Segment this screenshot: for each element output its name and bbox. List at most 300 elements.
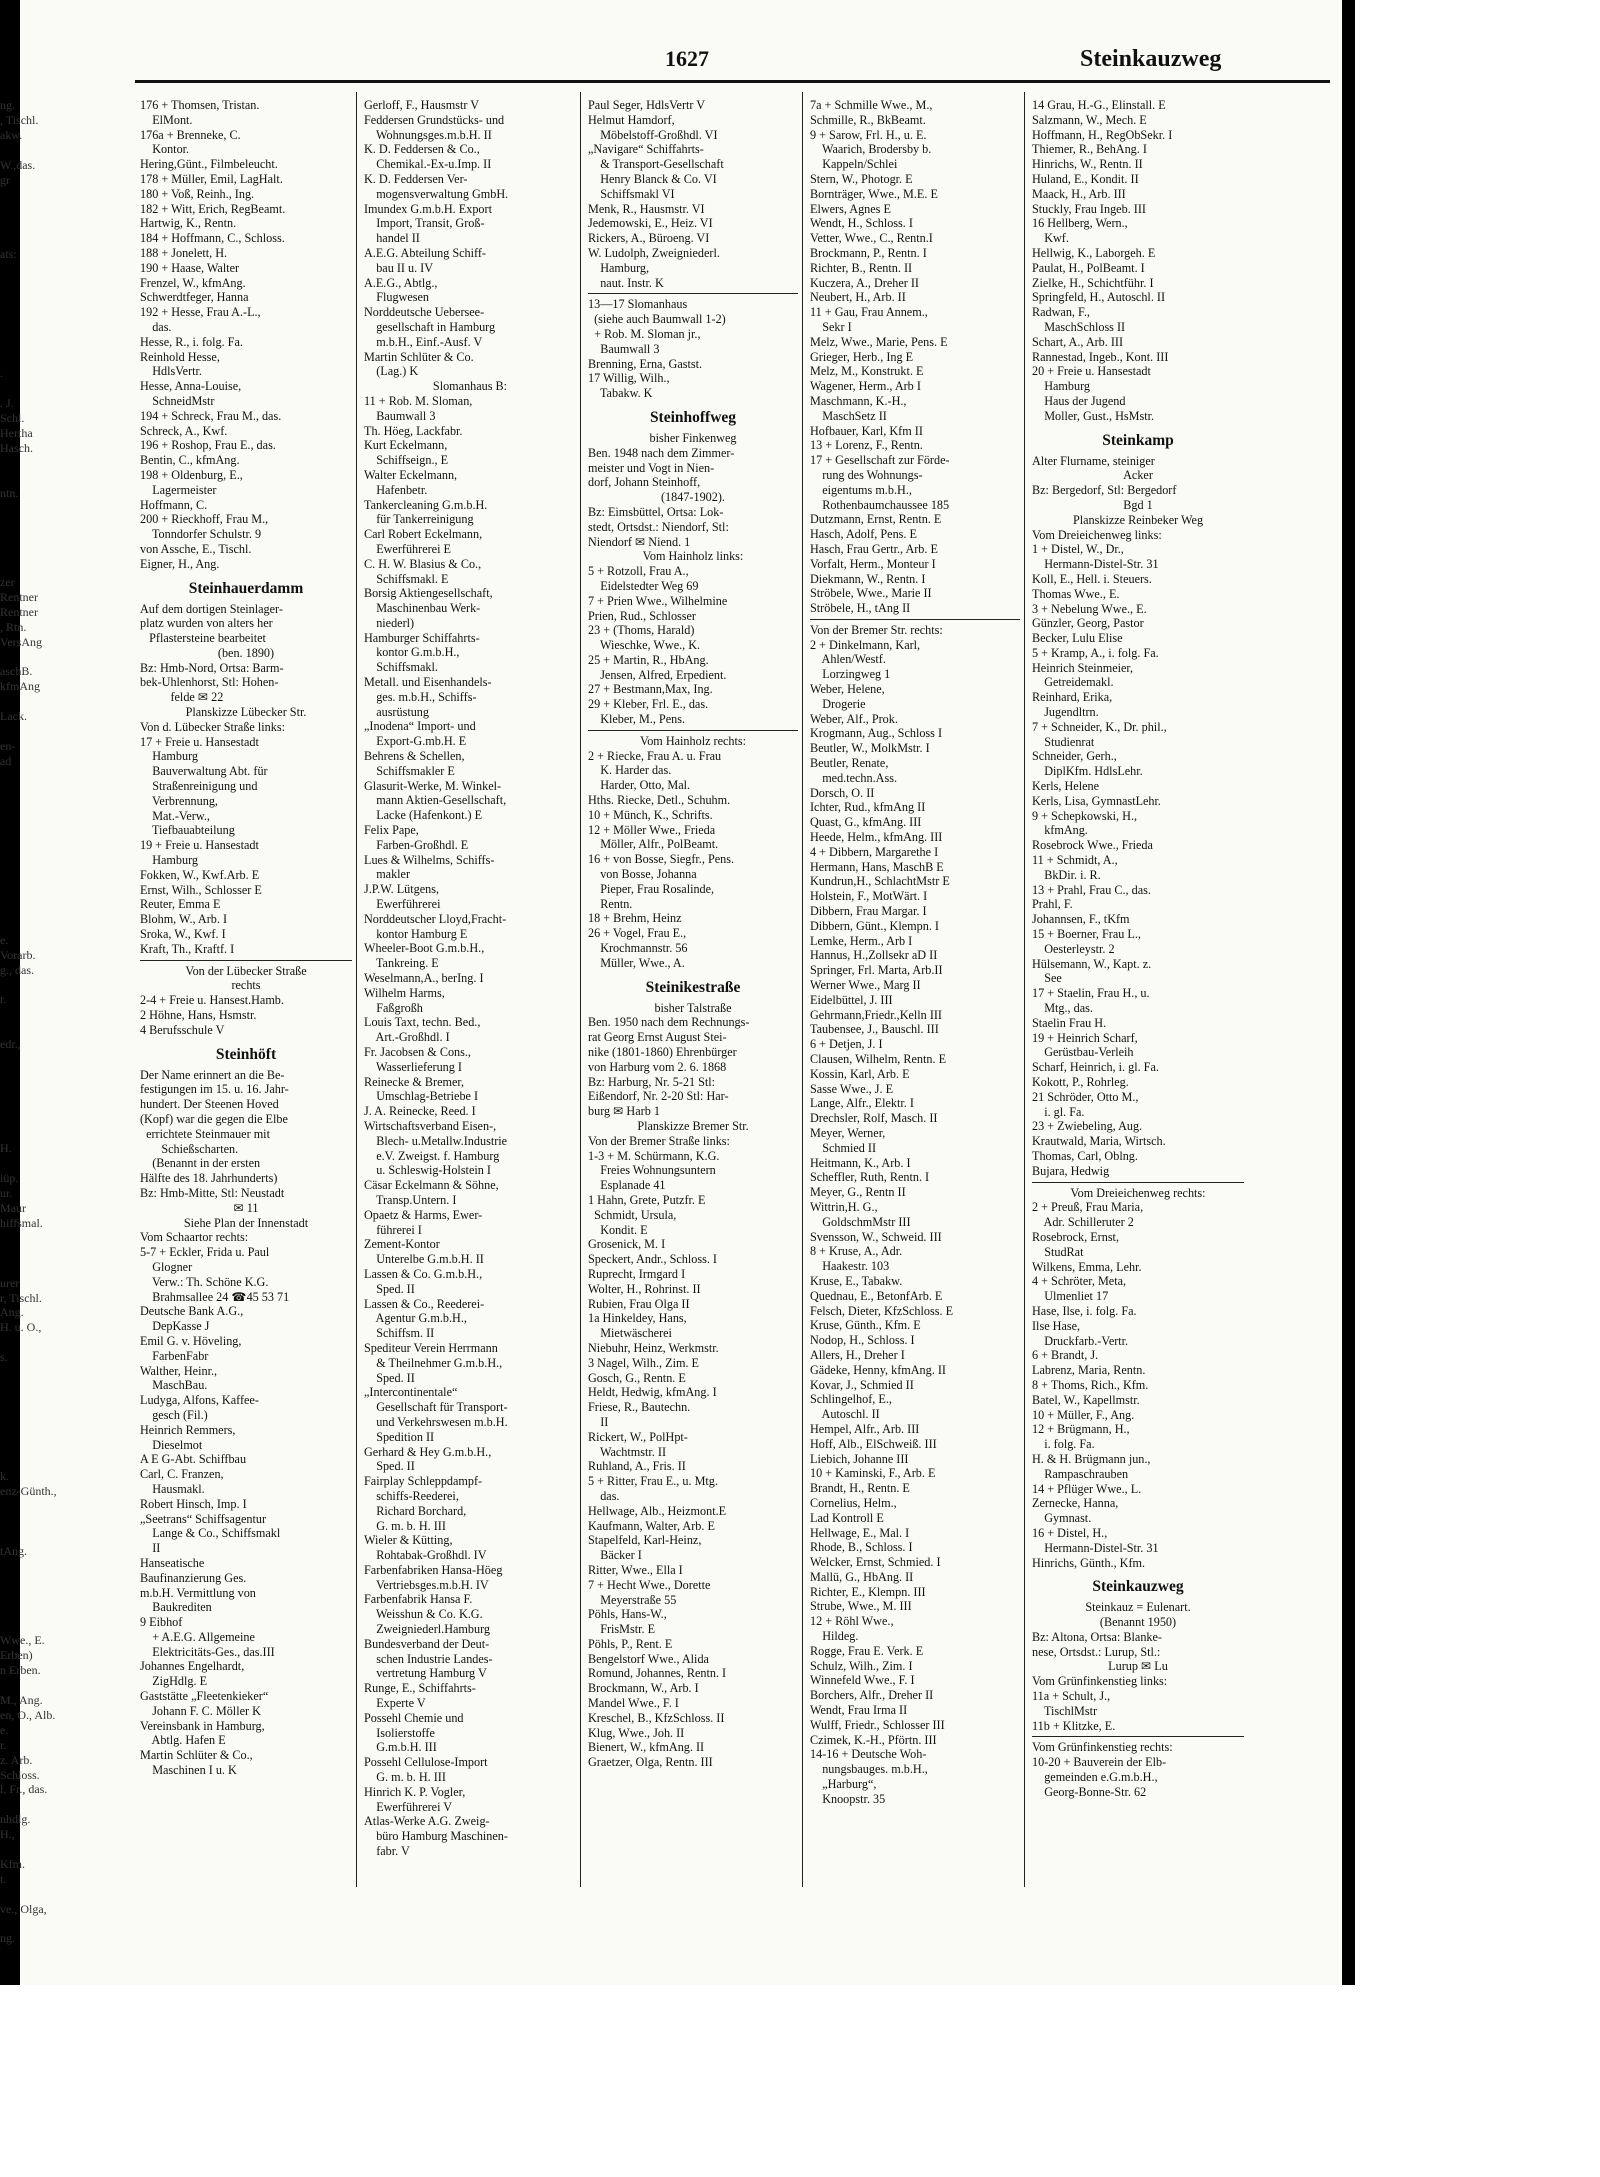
gutter-fragment: r. bbox=[0, 992, 7, 1007]
entry-line: Felsch, Dieter, KfzSchloss. E bbox=[810, 1303, 954, 1318]
entry-line: BkDir. i. R. bbox=[1032, 867, 1101, 882]
gutter-fragment: z. Arb. bbox=[0, 1752, 33, 1767]
column-5 bbox=[1032, 98, 1244, 1893]
entry-line: Hülsemann, W., Kapt. z. bbox=[1032, 956, 1152, 971]
entry-line: Vertriebsges.m.b.H. IV bbox=[364, 1577, 489, 1592]
page-edge-right bbox=[1342, 0, 1355, 1985]
entry-line: TischlMstr bbox=[1032, 1703, 1098, 1718]
entry-line: Schmille, R., BkBeamt. bbox=[810, 112, 926, 127]
entry-line: Hannus, H.,Zollsekr aD II bbox=[810, 948, 938, 963]
gutter-fragment: H., bbox=[0, 1827, 15, 1842]
entry-line: Ulmenliet 17 bbox=[1032, 1289, 1109, 1304]
gutter-fragment: Erben) bbox=[0, 1648, 33, 1663]
street-heading: Steinkauzweg bbox=[1092, 1578, 1184, 1596]
gutter-fragment bbox=[0, 1454, 128, 1469]
gutter-fragment: r. bbox=[0, 1737, 7, 1752]
entry-line: Beutler, Renate, bbox=[810, 756, 889, 771]
gutter-fragment: hiffsmal. bbox=[0, 1215, 43, 1230]
gutter-fragment: s. bbox=[0, 1350, 8, 1365]
entry-line: Lemke, Herm., Arb I bbox=[810, 933, 913, 948]
gutter-fragment bbox=[0, 515, 128, 530]
gutter-fragment bbox=[0, 1618, 128, 1633]
entry-line: Stuckly, Frau Ingeb. III bbox=[1032, 201, 1146, 216]
gutter-fragment: aschB. bbox=[0, 664, 33, 679]
entry-line: G. m. b. H. III bbox=[364, 1518, 446, 1533]
entry-line: Drechsler, Rolf, Masch. II bbox=[810, 1111, 938, 1126]
entry-line: Welcker, Ernst, Schmied. I bbox=[810, 1555, 941, 1570]
entry-line: Vorfalt, Herm., Monteur I bbox=[810, 556, 936, 571]
entry-line: i. gl. Fa. bbox=[1032, 1104, 1085, 1119]
centered-note: Planskizze Bremer Str. bbox=[637, 1119, 749, 1133]
gutter-fragment bbox=[0, 1156, 128, 1171]
entry-line: Hoff, Alb., ElSchweiß. III bbox=[810, 1436, 937, 1451]
entry-line: 11 + Rob. M. Sloman, bbox=[364, 393, 473, 408]
entry-line: Krochmannstr. 56 bbox=[588, 941, 688, 956]
entry-line: Sped. II bbox=[364, 1281, 415, 1296]
entry-line: Hinrichs, Günth., Kfm. bbox=[1032, 1555, 1146, 1570]
column-1 bbox=[140, 98, 352, 1893]
entry-line: m.b.H. Vermittlung von bbox=[140, 1585, 256, 1600]
entry-line: Dibbern, Frau Margar. I bbox=[810, 904, 927, 919]
entry-line: 4 + Schröter, Meta, bbox=[1032, 1274, 1127, 1289]
entry-line: Harder, Otto, Mal. bbox=[588, 778, 691, 793]
entry-line: Scharf, Heinrich, i. gl. Fa. bbox=[1032, 1060, 1159, 1075]
gutter-fragment: Rentner bbox=[0, 589, 38, 604]
gutter-fragment bbox=[0, 1022, 128, 1037]
entry-line: Beutler, W., MolkMstr. I bbox=[810, 741, 930, 756]
entry-line: 14 + Pflüger Wwe., L. bbox=[1032, 1481, 1142, 1496]
gutter-fragment bbox=[0, 262, 128, 277]
gutter-fragment bbox=[0, 202, 128, 217]
entry-line: Imundex G.m.b.H. Export bbox=[364, 201, 492, 216]
centered-note: (ben. 1890) bbox=[217, 645, 275, 660]
entry-line: Walter Eckelmann, bbox=[364, 467, 458, 482]
entry-line: Schart, A., Arb. III bbox=[1032, 334, 1124, 349]
gutter-fragment bbox=[0, 1052, 128, 1067]
entry-line: Kappeln/Schlei bbox=[810, 157, 898, 172]
entry-line: Grieger, Herb., Ing E bbox=[810, 349, 914, 364]
entry-line: Ritter, Wwe., Ella I bbox=[588, 1562, 683, 1577]
entry-line: Kerls, Helene bbox=[1032, 779, 1100, 794]
gutter-fragment bbox=[0, 1395, 128, 1410]
entry-line: Rampaschrauben bbox=[1032, 1466, 1129, 1481]
entry-line: Brockmann, P., Rentn. I bbox=[810, 245, 927, 260]
entry-line: nese, Ortsdst.: Lurup, Stl.: bbox=[1032, 1644, 1161, 1659]
entry-line: 10 + Kaminski, F., Arb. E bbox=[810, 1466, 936, 1481]
entry-line: Paul Seger, HdlsVertr V bbox=[588, 98, 706, 112]
entry-line: Metall. und Eisenhandels- bbox=[364, 675, 492, 690]
entry-line: Stapelfeld, Karl-Heinz, bbox=[588, 1533, 702, 1548]
entry-line: ElMont. bbox=[140, 112, 193, 127]
entry-line: 14-16 + Deutsche Woh- bbox=[810, 1747, 927, 1762]
gutter-fragment bbox=[0, 843, 128, 858]
entry-line: Rothenbaumchaussee 185 bbox=[810, 497, 950, 512]
gutter-fragment: W.,das. bbox=[0, 157, 36, 172]
entry-line: Ichter, Rud., kfmAng II bbox=[810, 800, 926, 815]
entry-line: Esplanade 41 bbox=[588, 1178, 666, 1193]
gutter-fragment bbox=[0, 1499, 128, 1514]
section-separator bbox=[140, 960, 352, 961]
entry-line: das. bbox=[588, 1488, 620, 1503]
gutter-fragment bbox=[0, 858, 128, 873]
entry-line: Dibbern, Günt., Klempn. I bbox=[810, 918, 939, 933]
entry-line: Lorzingweg 1 bbox=[810, 667, 891, 682]
entry-line: Mallü, G., HbAng. II bbox=[810, 1569, 914, 1584]
centered-note: rechts bbox=[231, 978, 261, 993]
entry-line: 196 + Roshop, Frau E., das. bbox=[140, 438, 276, 453]
gutter-fragment bbox=[0, 1246, 128, 1261]
entry-line: Jedemowski, E., Heiz. VI bbox=[588, 216, 713, 231]
entry-line: 20 + Freie u. Hansestadt bbox=[1032, 364, 1151, 379]
entry-line: Verbrennung, bbox=[140, 793, 218, 808]
entry-line: mann Aktien-Gesellschaft, bbox=[364, 793, 507, 808]
entry-line: Bengelstorf Wwe., Alida bbox=[588, 1651, 709, 1666]
entry-line: vertretung Hamburg V bbox=[364, 1666, 487, 1681]
entry-line: Quast, G., kfmAng. III bbox=[810, 815, 922, 830]
entry-line: Farbenfabriken Hansa-Höeg bbox=[364, 1562, 503, 1577]
entry-line: Gosch, G., Rentn. E bbox=[588, 1370, 686, 1385]
entry-line: 1-3 + M. Schürmann, K.G. bbox=[588, 1148, 720, 1163]
entry-line: Kwf. bbox=[1032, 231, 1069, 246]
gutter-fragment bbox=[0, 1365, 128, 1380]
gutter-fragment: Kfm. bbox=[0, 1856, 25, 1871]
entry-line: Gerhard & Hey G.m.b.H., bbox=[364, 1444, 492, 1459]
entry-line: Labrenz, Maria, Rentn. bbox=[1032, 1363, 1146, 1378]
entry-line: Eigner, H., Ang. bbox=[140, 556, 220, 571]
entry-line: Friese, R., Bautechn. bbox=[588, 1400, 691, 1415]
entry-line: 12 + Röhl Wwe., bbox=[810, 1614, 894, 1629]
entry-line: Weselmann,A., berIng. I bbox=[364, 971, 484, 986]
entry-line: Huland, E., Kondit. II bbox=[1032, 171, 1139, 186]
entry-line: Zernecke, Hanna, bbox=[1032, 1496, 1119, 1511]
entry-line: Farben-Großhdl. E bbox=[364, 837, 469, 852]
entry-line: 14 Grau, H.-G., Elinstall. E bbox=[1032, 98, 1166, 112]
entry-line: Krautwald, Maria, Wirtsch. bbox=[1032, 1134, 1166, 1149]
entry-line: (siehe auch Baumwall 1-2) bbox=[588, 312, 726, 327]
entry-line: 16 + Distel, H., bbox=[1032, 1525, 1108, 1540]
entry-line: Atlas-Werke A.G. Zweig- bbox=[364, 1814, 490, 1829]
entry-line: makler bbox=[364, 867, 411, 882]
entry-line: Lassen & Co. G.m.b.H., bbox=[364, 1266, 483, 1281]
entry-line: Wolter, H., Rohrinst. II bbox=[588, 1281, 701, 1296]
entry-line: Blohm, W., Arb. I bbox=[140, 912, 228, 927]
gutter-fragment: Hertha bbox=[0, 425, 33, 440]
entry-line: Walther, Heinr., bbox=[140, 1363, 218, 1378]
entry-line: Glogner bbox=[140, 1259, 193, 1274]
entry-line: Vom Dreieichenweg links: bbox=[1032, 527, 1162, 542]
entry-line: Dieselmot bbox=[140, 1437, 203, 1452]
entry-line: Schmied II bbox=[810, 1140, 877, 1155]
entry-line: Tankercleaning G.m.b.H. bbox=[364, 497, 488, 512]
entry-line: Schießscharten. bbox=[140, 1141, 239, 1156]
gutter-fragment: ad bbox=[0, 753, 12, 768]
entry-line: Ewerführerei V bbox=[364, 1799, 453, 1814]
entry-line: Wasserlieferung I bbox=[364, 1059, 462, 1074]
entry-line: Weber, Helene, bbox=[810, 682, 885, 697]
entry-line: niederl) bbox=[364, 615, 415, 630]
entry-line: von Harburg vom 2. 6. 1868 bbox=[588, 1059, 727, 1074]
gutter-fragment bbox=[0, 471, 128, 486]
gutter-fragment bbox=[0, 560, 128, 575]
entry-line: Jensen, Alfred, Erpedient. bbox=[588, 667, 727, 682]
entry-line: Winnefeld Wwe., F. I bbox=[810, 1673, 915, 1688]
gutter-fragment: . J. bbox=[0, 396, 14, 411]
entry-line: 19 + Heinrich Scharf, bbox=[1032, 1030, 1138, 1045]
entry-line: Von der Bremer Str. rechts: bbox=[810, 622, 943, 637]
entry-line: Possehl Cellulose-Import bbox=[364, 1755, 488, 1770]
entry-line: J.P.W. Lütgens, bbox=[364, 882, 440, 897]
entry-line: Lange & Co., Schiffsmakl bbox=[140, 1526, 281, 1541]
entry-line: A.E.G. Abteilung Schiff- bbox=[364, 245, 486, 260]
gutter-fragment bbox=[0, 1112, 128, 1127]
entry-line: Neubert, H., Arb. II bbox=[810, 290, 906, 305]
gutter-fragment: r, Tischl. bbox=[0, 1290, 42, 1305]
entry-line: Lad Kontroll E bbox=[810, 1510, 884, 1525]
entry-line: 10-20 + Bauverein der Elb- bbox=[1032, 1755, 1167, 1770]
centered-note: Bgd 1 bbox=[1123, 497, 1153, 512]
entry-line: Sasse Wwe., J. E bbox=[810, 1081, 894, 1096]
header-rule bbox=[135, 80, 1330, 83]
entry-line: Kundrun,H., SchlachtMstr E bbox=[810, 874, 950, 889]
entry-line: Hering,Günt., Filmbeleucht. bbox=[140, 157, 278, 172]
column-3 bbox=[588, 98, 798, 1893]
entry-line: Johannes Engelhardt, bbox=[140, 1659, 245, 1674]
entry-line: Hildeg. bbox=[810, 1629, 859, 1644]
entry-line: Hasch, Frau Gertr., Arb. E bbox=[810, 541, 938, 556]
entry-line: ausrüstung bbox=[364, 704, 429, 719]
entry-line: Möller, Alfr., PolBeamt. bbox=[588, 837, 719, 852]
entry-line: Allers, H., Dreher I bbox=[810, 1347, 905, 1362]
entry-line: See bbox=[1032, 971, 1062, 986]
gutter-fragment bbox=[0, 530, 128, 545]
entry-line: 17 + Freie u. Hansestadt bbox=[140, 734, 259, 749]
entry-line: Hesse, R., i. folg. Fa. bbox=[140, 334, 243, 349]
entry-line: „Harburg“, bbox=[810, 1777, 877, 1792]
entry-line: 6 + Brandt, J. bbox=[1032, 1348, 1099, 1363]
gutter-fragment: n Erben. bbox=[0, 1663, 41, 1678]
entry-line: 8 + Thoms, Rich., Kfm. bbox=[1032, 1377, 1149, 1392]
entry-line: Brenning, Erna, Gastst. bbox=[588, 356, 703, 371]
entry-line: 26 + Vogel, Frau E., bbox=[588, 926, 687, 941]
entry-line: Paulat, H., PolBeamt. I bbox=[1032, 260, 1145, 275]
entry-line: Kreschel, B., KfzSchloss. II bbox=[588, 1710, 725, 1725]
entry-line: Gesellschaft für Transport- bbox=[364, 1400, 508, 1415]
entry-line: Liebich, Johanne III bbox=[810, 1451, 909, 1466]
entry-line: Bz: Hmb-Mitte, Stl: Neustadt bbox=[140, 1185, 285, 1200]
gutter-fragment bbox=[0, 545, 128, 560]
gutter-fragment: en- bbox=[0, 738, 16, 753]
entry-line: 182 + Witt, Erich, RegBeamt. bbox=[140, 201, 286, 216]
street-heading: Steinkamp bbox=[1102, 431, 1174, 449]
centered-note: Vom Dreieichenweg rechts: bbox=[1070, 1185, 1206, 1200]
entry-line: 1 + Distel, W., Dr., bbox=[1032, 542, 1124, 557]
gutter-fragment: ve., Olga, bbox=[0, 1901, 47, 1916]
gutter-fragment bbox=[0, 1007, 128, 1022]
entry-line: Flugwesen bbox=[364, 290, 429, 305]
entry-line: K. D. Feddersen Ver- bbox=[364, 171, 468, 186]
entry-line: Der Name erinnert an die Be- bbox=[140, 1067, 285, 1082]
gutter-fragment bbox=[0, 292, 128, 307]
entry-line: 6 + Detjen, J. I bbox=[810, 1037, 883, 1052]
entry-line: Schiffsm. II bbox=[364, 1326, 435, 1341]
gutter-fragment: ats: bbox=[0, 247, 17, 262]
column-divider bbox=[356, 92, 357, 1887]
entry-line: Hermann, Hans, MaschB E bbox=[810, 859, 944, 874]
entry-line: G. m. b. H. III bbox=[364, 1770, 446, 1785]
entry-line: Getreidemakl. bbox=[1032, 675, 1114, 690]
entry-line: Frenzel, W., kfmAng. bbox=[140, 275, 246, 290]
entry-line: MaschSetz II bbox=[810, 408, 887, 423]
entry-line: eigentums m.b.H., bbox=[810, 482, 912, 497]
entry-line: Schiffsmakl. E bbox=[364, 571, 449, 586]
entry-line: Vom Grünfinkenstieg links: bbox=[1032, 1674, 1168, 1689]
entry-line: Martin Schlüter & Co. bbox=[364, 349, 474, 364]
gutter-fragment: enz-Günth., bbox=[0, 1484, 57, 1499]
entry-line: gemeinden e.G.m.b.H., bbox=[1032, 1770, 1158, 1785]
entry-line: Wieschke, Wwe., K. bbox=[588, 638, 701, 653]
entry-line: Wheeler-Boot G.m.b.H., bbox=[364, 941, 485, 956]
gutter-fragment bbox=[0, 769, 128, 784]
entry-line: Springfeld, H., Autoschl. II bbox=[1032, 290, 1166, 305]
gutter-fragment bbox=[0, 337, 128, 352]
entry-line: ZigHdlg. E bbox=[140, 1674, 208, 1689]
column-2 bbox=[364, 98, 576, 1893]
gutter-fragment bbox=[0, 799, 128, 814]
entry-line: 194 + Schreck, Frau M., das. bbox=[140, 408, 282, 423]
entry-line: „Navigare“ Schiffahrts- bbox=[588, 142, 704, 157]
entry-line: Bornträger, Wwe., M.E. E bbox=[810, 186, 938, 201]
entry-line: naut. Instr. K bbox=[588, 275, 664, 290]
gutter-fragment bbox=[0, 1231, 128, 1246]
gutter-fragment bbox=[0, 217, 128, 232]
entry-line: Gerloff, F., Hausmstr V bbox=[364, 98, 480, 112]
entry-line: Elwers, Agnes E bbox=[810, 201, 891, 216]
gutter-fragment bbox=[0, 1842, 128, 1857]
gutter-fragment bbox=[0, 977, 128, 992]
entry-line: Ben. 1948 nach dem Zimmer- bbox=[588, 445, 735, 460]
entry-line: fabr. V bbox=[364, 1844, 410, 1859]
entry-line: Wieler & Kütting, bbox=[364, 1533, 453, 1548]
gutter-fragment bbox=[0, 1425, 128, 1440]
entry-line: Maschmann, K.-H., bbox=[810, 393, 907, 408]
gutter-fragment: Schloss. bbox=[0, 1767, 40, 1782]
entry-line: (Benannt in der ersten bbox=[140, 1156, 261, 1171]
entry-line: errichtete Steinmauer mit bbox=[140, 1126, 270, 1141]
entry-line: Ruhland, A., Fris. II bbox=[588, 1459, 686, 1474]
entry-line: von Bosse, Johanna bbox=[588, 867, 697, 882]
entry-line: Kokott, P., Rohrleg. bbox=[1032, 1075, 1129, 1089]
entry-line: 16 Hellberg, Wern., bbox=[1032, 216, 1128, 231]
entry-line: Nodop, H., Schloss. I bbox=[810, 1333, 915, 1348]
entry-line: Borchers, Alfr., Dreher II bbox=[810, 1688, 934, 1703]
entry-line: + A.E.G. Allgemeine bbox=[140, 1629, 255, 1644]
section-separator bbox=[588, 730, 798, 731]
gutter-fragment: zer bbox=[0, 575, 15, 589]
entry-line: 5 + Kramp, A., i. folg. Fa. bbox=[1032, 645, 1159, 660]
gutter-fragment: Wwe., E. bbox=[0, 1633, 45, 1648]
entry-line: 15 + Boerner, Frau L., bbox=[1032, 927, 1141, 942]
gutter-fragment: edr., bbox=[0, 1037, 21, 1052]
running-title: Steinkauzweg bbox=[1080, 46, 1222, 72]
entry-line: 12 + Brügmann, H., bbox=[1032, 1422, 1130, 1437]
gutter-fragment bbox=[0, 1887, 128, 1902]
entry-line: burg ✉ Harb 1 bbox=[588, 1104, 660, 1119]
centered-note: Lurup ✉ Lu bbox=[1108, 1659, 1168, 1674]
entry-line: Emil G. v. Höveling, bbox=[140, 1333, 242, 1348]
entry-line: Baufinanzierung Ges. bbox=[140, 1570, 247, 1585]
entry-line: Cäsar Eckelmann & Söhne, bbox=[364, 1178, 499, 1193]
entry-line: Kleber, M., Pens. bbox=[588, 712, 685, 727]
entry-line: „Intercontinentale“ bbox=[364, 1385, 458, 1400]
entry-line: Straßenreinigung und bbox=[140, 779, 258, 794]
gutter-fragment bbox=[0, 381, 128, 396]
gutter-fragment bbox=[0, 1574, 128, 1589]
entry-line: Werner Wwe., Marg II bbox=[810, 978, 921, 993]
entry-line: Wohnungsges.m.b.H. II bbox=[364, 127, 492, 142]
entry-line: Import, Transit, Groß- bbox=[364, 216, 485, 231]
entry-line: Autoschl. II bbox=[810, 1407, 880, 1422]
centered-note: Acker bbox=[1123, 468, 1153, 483]
entry-line: Müller, Wwe., A. bbox=[588, 955, 685, 970]
entry-line: Hoffmann, H., RegObSekr. I bbox=[1032, 127, 1173, 142]
entry-line: gesellschaft in Hamburg bbox=[364, 319, 496, 334]
gutter-fragment bbox=[0, 888, 128, 903]
entry-line: Louis Taxt, techn. Bed., bbox=[364, 1015, 481, 1030]
gutter-fragment bbox=[0, 873, 128, 888]
entry-line: Maschinen I u. K bbox=[140, 1763, 237, 1778]
entry-line: Bz: Hmb-Nord, Ortsa: Barm- bbox=[140, 660, 284, 675]
entry-line: und Verkehrswesen m.b.H. bbox=[364, 1414, 508, 1429]
entry-line: Haus der Jugend bbox=[1032, 393, 1126, 408]
entry-line: Hellwage, Alb., Heizmont.E bbox=[588, 1503, 727, 1518]
entry-line: 2-4 + Freie u. Hansest.Hamb. bbox=[140, 993, 284, 1008]
entry-line: Bz: Harburg, Nr. 5-21 Stl: bbox=[588, 1074, 716, 1089]
entry-line: 188 + Jonelett, H. bbox=[140, 245, 228, 260]
entry-line: Heitmann, K., Arb. I bbox=[810, 1155, 911, 1170]
gutter-fragment bbox=[0, 1797, 128, 1812]
entry-line: e.V. Zweigst. f. Hamburg bbox=[364, 1148, 500, 1163]
entry-line: Kerls, Lisa, GymnastLehr. bbox=[1032, 793, 1161, 808]
entry-line: Druckfarb.-Vertr. bbox=[1032, 1333, 1129, 1348]
entry-line: Reuter, Emma E bbox=[140, 897, 221, 912]
gutter-fragment: k. bbox=[0, 1469, 9, 1484]
section-separator bbox=[810, 619, 1020, 620]
entry-line: Wilhelm Harms, bbox=[364, 985, 445, 1000]
gutter-fragment: Ang. bbox=[0, 1305, 24, 1320]
gutter-fragment: ng. bbox=[0, 1931, 15, 1946]
gutter-fragment: e. bbox=[0, 1722, 9, 1737]
entry-line: Dorsch, O. II bbox=[810, 785, 875, 800]
entry-line: Rickers, A., Büroeng. VI bbox=[588, 231, 710, 246]
entry-line: J. A. Reinecke, Reed. I bbox=[364, 1104, 476, 1119]
centered-note: Vom Hainholz rechts: bbox=[639, 733, 747, 748]
entry-line: A E G-Abt. Schiffbau bbox=[140, 1452, 247, 1467]
entry-line: Ruprecht, Irmgard I bbox=[588, 1266, 686, 1281]
entry-line: Helmut Hamdorf, bbox=[588, 112, 675, 127]
gutter-fragment: e. bbox=[0, 932, 9, 947]
entry-line: Vom Schaartor rechts: bbox=[140, 1230, 249, 1245]
entry-line: 180 + Voß, Reinh., Ing. bbox=[140, 186, 255, 201]
entry-line: Romund, Johannes, Rentn. I bbox=[588, 1666, 727, 1681]
entry-line: Hellwig, K., Laborgeh. E bbox=[1032, 245, 1156, 260]
entry-line: Heinrich Remmers, bbox=[140, 1422, 236, 1437]
entry-line: Richard Borchard, bbox=[364, 1503, 467, 1518]
entry-line: Baukrediten bbox=[140, 1600, 212, 1615]
entry-line: Verw.: Th. Schöne K.G. bbox=[140, 1274, 269, 1289]
gutter-fragment bbox=[0, 1380, 128, 1395]
gutter-fragment: g., das. bbox=[0, 962, 34, 977]
entry-line: C. H. W. Blasius & Co., bbox=[364, 556, 482, 571]
